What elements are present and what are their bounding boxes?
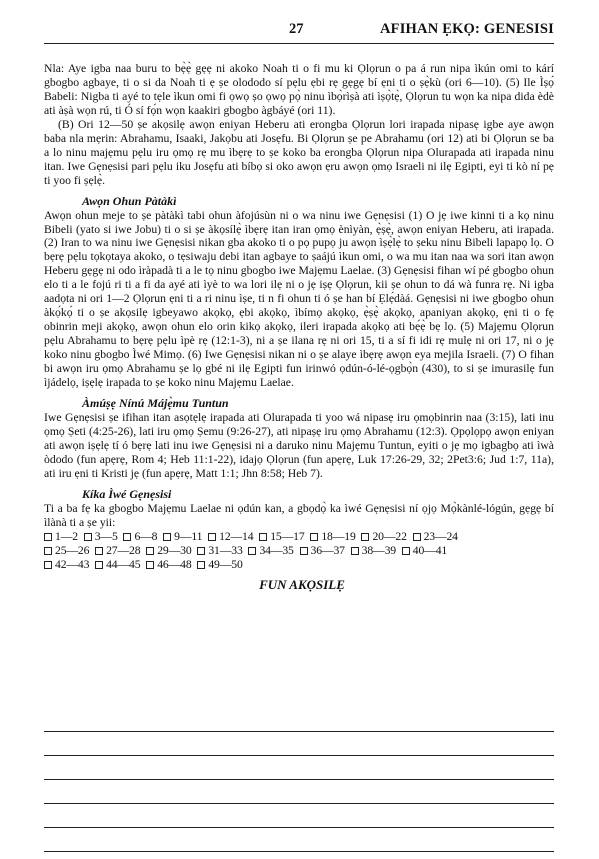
intro-paragraph: Nla: Aye igba naa buru to bẹ̀ẹ̀ gẹẹ ni akoko Noah ti o fi mu ki Ọlọrun o pa á run nipa ìkún omi to kárí gbogbo agbaye, ti o si da Noah ti ẹ ṣe olododo sí pẹlu ẹbi rẹ gẹgẹ bí ẹni ti o ṣẹ̀kù (ori 6—10). (5) Ile Ìṣọ́ Babeli: Nigba ti ayé to tẹle ìkun omi fi ọwọ ṣo ọwọ pọ̀ ninu ìbọ̀rìṣà ati ìṣọ̀tẹ̀, Ọlọrun tu wọn ka nipa dida èdè ati àṣà wọn rú, ti Ó sí fọ́n wọn kaakiri gbogbo àgbáyé (ori 11). (44, 62, 554, 117)
checkbox[interactable] (146, 561, 154, 569)
checklist-row (44, 544, 554, 558)
checkbox[interactable] (44, 547, 52, 555)
note-line[interactable] (44, 804, 554, 828)
checklist-label: 27—28 (106, 543, 141, 557)
checkbox[interactable] (351, 547, 359, 555)
checklist-label: 25—26 (55, 543, 90, 557)
checkbox[interactable] (413, 533, 421, 541)
checklist-item[interactable] (123, 530, 157, 544)
checkbox[interactable] (310, 533, 318, 541)
checklist-label: 44—45 (106, 557, 141, 571)
checklist-item[interactable] (95, 558, 140, 572)
checklist-label: 49—50 (208, 557, 243, 571)
checklist-item[interactable] (197, 544, 242, 558)
checkbox[interactable] (44, 561, 52, 569)
checklist-label: 42—43 (55, 557, 90, 571)
checklist-item[interactable] (44, 558, 89, 572)
checkbox[interactable] (163, 533, 171, 541)
note-line[interactable] (44, 756, 554, 780)
section-text-fulfillment: Iwe Gẹnẹsisi ṣe ifihan itan asọtẹlẹ irapada ati Olurapada ti yoo wá nipasẹ iru ọmọbinrin naa (3:15), lati inu ọmọ Ṣeti (4:25-26), lati iru ọmọ Ṣemu (9:26-27), ati nipaṣẹ iru ọmọ Abrahamu (12:3). Ọpọlọpọ awọn eniyan ati awọn iṣẹlẹ tí ó bẹrẹ lati inu iwe Gẹnẹsisi ni a daruko ninu Majẹmu Tuntun, eyiti o jẹ mọ igbagbọ ati ìwà òdodo (fun apẹrẹ, Rom 4; Heb 11:1-22), idajọ Ọlọrun (fun apẹrẹ, Luk 17:26-29, 32; 2Pet3:6; Jud 1:7, 11a), ati iru ẹni ti Kristi jẹ (fun apẹrẹ, Matt 1:1; Jhn 8:58; Heb 7). (44, 410, 554, 480)
checklist-item[interactable] (259, 530, 304, 544)
checklist-label: 1—2 (55, 529, 78, 543)
checkbox[interactable] (259, 533, 267, 541)
checklist-item[interactable] (208, 530, 253, 544)
checkbox[interactable] (402, 547, 410, 555)
note-line[interactable] (44, 732, 554, 756)
notes-title: FUN AKỌSILẸ (259, 576, 345, 592)
notes-lines (44, 708, 554, 852)
checklist-item[interactable] (146, 558, 191, 572)
checklist-item[interactable] (351, 544, 396, 558)
running-title: AFIHAN ẸKỌ: GENESISI (379, 21, 554, 37)
page-header (44, 18, 554, 42)
checkbox[interactable] (146, 547, 154, 555)
checklist-label: 29—30 (157, 543, 192, 557)
checkbox[interactable] (84, 533, 92, 541)
checklist-item[interactable] (163, 530, 202, 544)
checklist-label: 31—33 (208, 543, 243, 557)
section-title-reading: Kíka Ìwé Gẹnẹsisi (82, 486, 172, 501)
checklist-row (44, 558, 554, 572)
checklist-item[interactable] (413, 530, 458, 544)
checkbox[interactable] (123, 533, 131, 541)
checklist-label: 3—5 (94, 529, 118, 543)
checklist-item[interactable] (197, 558, 242, 572)
checkbox[interactable] (361, 533, 369, 541)
checklist-item[interactable] (248, 544, 293, 558)
checklist-item[interactable] (44, 530, 78, 544)
page-number: 27 (289, 21, 304, 37)
note-line[interactable] (44, 780, 554, 804)
checklist-item[interactable] (361, 530, 406, 544)
checklist-label: 38—39 (361, 543, 396, 557)
checklist-item[interactable] (300, 544, 345, 558)
header-rule (44, 43, 554, 44)
checklist-item[interactable] (95, 544, 140, 558)
page (44, 18, 554, 592)
note-line[interactable] (44, 828, 554, 852)
checklist-item[interactable] (402, 544, 447, 558)
checkbox[interactable] (95, 561, 103, 569)
checklist-item[interactable] (44, 544, 89, 558)
checklist-item[interactable] (310, 530, 355, 544)
note-line[interactable] (44, 708, 554, 732)
checkbox[interactable] (44, 533, 52, 541)
checklist-label: 36—37 (310, 543, 345, 557)
checklist-label: 18—19 (321, 529, 356, 543)
checkbox[interactable] (300, 547, 308, 555)
section-title-purpose: Awọn Ohun Pàtàkì (82, 193, 177, 208)
checklist-label: 46—48 (157, 557, 192, 571)
checklist-label: 34—35 (259, 543, 294, 557)
checklist-label: 40—41 (412, 543, 448, 557)
page-body (44, 62, 554, 591)
checkbox[interactable] (248, 547, 256, 555)
checklist-label: 12—14 (219, 529, 254, 543)
section-text-purpose: Awọn ohun meje to ṣe pàtàkì tabi ohun àfojúsùn ni o wa ninu iwe Gẹnẹsisi (1) O jẹ iwe kinni ti a kọ ninu Bibeli (yato si iwe Jobu) ti o si ṣe àkọsílẹ̀ ìbẹrẹ itan iran ọmọ ènìyàn, ẹ̀ṣẹ̀, awọn eniyan Heberu, ati irapada. (2) Iran to wa ninu iwe Gẹnẹsisi nikan gba akoko ti o pọ pupọ ju awọn ìṣẹ̀lẹ̀ to ṣeku ninu Bibeli lapapọ lọ. O bẹrẹ pẹlu tọkọtaya akoko, o tẹsiwaju debi itan agbaye to ṣaájú ìkun omi, o wa mu itan naa wa sori itan awọn Heberu gẹgẹ ni odo ìràpadà ti a le tọ ninu gbogbo iwe Majẹmu Laelae. (3) Gẹnẹsisi fihan wí pé gbogbo ohun elo ti a le fojú ri ti a fi da ayé ati ìyè to wa lori ilẹ ni o jẹ iṣẹ Ọlọrun, kii ṣe ohun to dá wà funra rẹ. Ni igba aadọta ni ori 1—2 Ọlọrun ẹni ti a ri ninu ìṣe, ti n fi ohun ti ó ṣe han bí Ẹlẹ́dàá. Gẹnẹsisi ni iwe gbogbo ohun àkọ́kọ́ ti o ṣe akọsilẹ igbeyawo akọkọ, ẹbi akọkọ, ìbímọ akọkọ, ẹ̀ṣẹ̀ akọkọ, apaniyan akọkọ, ẹni ti o fẹ obinrin meji akọkọ, awọn ohun elo orin kikọ akọkọ, ileri irapada akọkọ ati bẹ́ẹ̀ bẹ lọ. (5) Majẹmu Ọlọrun pẹlu Abrahamu to bẹrẹ pẹlu ìpè rẹ (12:1-3), ni a ṣe ilana rẹ ni ori 15, ti a sí fi idi rẹ mulẹ ni ori 17, ni o jẹ koko ninu gbogbo Ìwé Mimọ. (6) Iwe Gẹnẹsisi nikan ni o ṣe alaye ìbẹrẹ awọn eya mejila Israeli. (7) O fihan bi awọn iru ọmọ Abrahamu ṣe lọ gbé ni ilẹ Egipti fun irinwó ọdún-ó-lé-ọgbọ̀n (430), to si ṣe imurasilẹ fun ìjádelọ, iṣẹlẹ irapada to ṣe koko ninu Majẹmu Laelae. (44, 208, 554, 390)
checklist-label: 15—17 (270, 529, 305, 543)
checkbox[interactable] (197, 547, 205, 555)
checklist-row (44, 530, 554, 544)
intro-paragraph: (B) Ori 12—50 ṣe akọsilẹ awọn eniyan Heberu ati erongba Ọlọrun lori irapada nipasẹ igbe aye awọn baba nla mẹrin: Abrahamu, Isaaki, Jakọbu ati Josẹfu. Bi Ọlọrun ṣe pe Abrahamu (ori 12) ati bi Ọlọrun se ba a lo ninu majẹmu pẹlu iru ọmọ rẹ mu ìbẹrẹ to ṣe koko ba erongba Ọlọrun nipa Olurapada ati irapada ninu itan. Iwe Gẹnẹsisi pari pẹlu iku Josẹfu ati bíbọ si oko awọn ẹru awọn ọmọ Israeli ni ilẹ Egipti, eyi ti kò ní pẹ ti yoo fi ṣẹlẹ̀. (44, 117, 554, 187)
checkbox[interactable] (208, 533, 216, 541)
checklist-item[interactable] (84, 530, 118, 544)
section-text-reading: Ti a ba fẹ ka gbogbo Majẹmu Laelae ni ọdún kan, a gbọdọ̀ ka ìwé Gẹnẹsisi ní ọjọ Mọ̀kànlé-lógún, gẹgẹ bí ìlànà ti a ṣe yii: (44, 501, 554, 529)
reading-checklist (44, 530, 554, 572)
checklist-item[interactable] (146, 544, 191, 558)
checklist-label: 20—22 (372, 529, 407, 543)
checklist-label: 9—11 (174, 529, 203, 543)
checkbox[interactable] (197, 561, 205, 569)
section-title-fulfillment: Àmúṣẹ Nínú Májẹ̀mu Tuntun (82, 395, 229, 410)
checklist-label: 23—24 (423, 529, 458, 543)
checkbox[interactable] (95, 547, 103, 555)
checklist-label: 6—8 (134, 529, 158, 543)
